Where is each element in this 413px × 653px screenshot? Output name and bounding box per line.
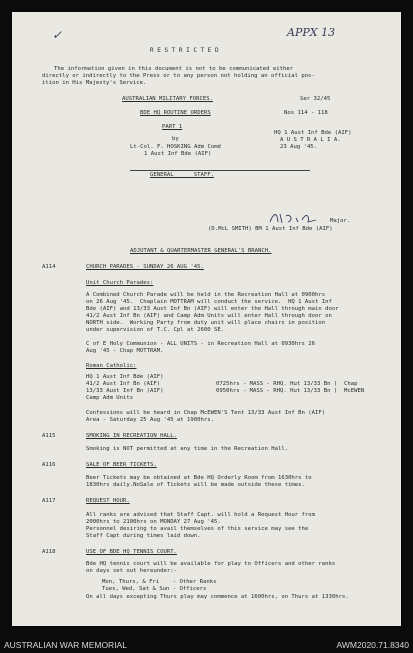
rc-time: 0950hrs - MASS - RHQ. Hut 13/33 Bn ) McEWEN (216, 388, 365, 394)
handwritten-tick: ✓ (52, 28, 63, 42)
serial-number: Ser 32/45 (300, 96, 331, 102)
tennis-court-title: USE OF BDE HQ TENNIS COURT. (86, 549, 177, 555)
country-line: A U S T R A L I A. (280, 137, 341, 143)
footer-institution: AUSTRALIAN WAR MEMORIAL (4, 640, 127, 650)
signature-image (268, 210, 328, 226)
notice-line-3: ition in His Majesty's Service. (42, 80, 147, 86)
a114-line: NORTH side. Working Party from duty unit will place chairs in position (86, 320, 326, 326)
restricted-heading: R E S T R I C T E D (150, 47, 219, 54)
bde-line: 1 Aust Inf Bde (AIF) (144, 151, 212, 157)
a114-line: under supervision of T.C. Cpl at 2600 SE. (86, 327, 225, 333)
handwritten-appx: APPX 13 (287, 26, 336, 39)
c-of-e-line: Aug '45 - Chap MOTTRAM. (86, 348, 164, 354)
beer-tickets-title: SALE OF BEER TICKETS. (86, 462, 157, 468)
request-line: All ranks are advised that Staff Capt. will hold a Request Hour from (86, 512, 316, 518)
forces-heading: AUSTRALIAN MILITARY FORCES. (122, 96, 213, 102)
rc-unit: 41/2 Aust Inf Bn (AIF) (86, 381, 161, 387)
tennis-line: Bde HQ tennis court will be available for play to Officers and other ranks (86, 561, 336, 567)
c-of-e-line: C of E Holy Communion - ALL UNITS - in Recreation Hall at 0930hrs 26 (86, 341, 316, 347)
order-numbers: Nos 114 - 118 (284, 110, 328, 116)
a114-line: on 26 Aug '45. Chaplain MOTTRAM will conduct the service. HQ 1 Aust Inf (86, 299, 332, 305)
a114-line: 41/2 Aust Inf Bn (AIF) and Camp Adm Units will enter Hall through door on (86, 313, 332, 319)
footer-accession-id: AWM2020.71.8340 (336, 640, 409, 650)
unit-church-title: Unit Church Parades: (86, 280, 154, 286)
order-number-a116: A116 (42, 462, 56, 468)
divider-rule (130, 170, 310, 171)
signatory-name: (D.McL SMITH) BM 1 Aust Inf Bde (AIF) (208, 226, 333, 232)
order-number-a118: A118 (42, 549, 56, 555)
a114-line: A Combined Church Parade will be held in the Recreation Hall at 0900hrs (86, 292, 326, 298)
church-parades-title: CHURCH PARADES - SUNDAY 26 AUG '45. (86, 264, 204, 270)
major-title: Major. (330, 218, 351, 224)
request-line: Personnel desiring to avail themselves of this service may see the (86, 526, 309, 532)
beer-line: 1830hrs daily.NoSale of Tickets will be made outside these times. (86, 482, 305, 488)
orders-heading: BDE HQ ROUTINE ORDERS (140, 110, 211, 116)
rc-unit: 13/33 Aust Inf Bn (AIF) (86, 388, 164, 394)
order-number-a117: A117 (42, 498, 56, 504)
document-page (12, 12, 401, 626)
a114-line: Bde (AIF) and 13/33 Aust Inf Bn (AIF) will enter the Hall through main door (86, 306, 339, 312)
order-number-a114: A114 (42, 264, 56, 270)
notice-line-2: directly or indirectly to the Press or to any person not holding an official pos- (42, 73, 315, 79)
beer-line: Beer Tickets may be obtained at Bde HQ Orderly Room from 1630hrs to (86, 475, 312, 481)
footer-bar (0, 638, 413, 653)
by-text: by (172, 136, 179, 142)
request-line: Staff Capt during times laid down. (86, 533, 201, 539)
general-staff-heading: GENERAL STAFF. (150, 172, 214, 178)
request-hour-title: REQUEST HOUR. (86, 498, 130, 504)
adjutant-heading: ADJUTANT & QUARTERMASTER GENERAL'S BRANCH. (130, 248, 272, 254)
date-line: 23 Aug '45. (280, 144, 318, 150)
rc-unit: HQ 1 Aust Inf Bde (AIF) (86, 374, 164, 380)
part-heading: PART 1 (162, 124, 183, 130)
confessions-line: Confessions will be heard in Chap McEWEN'S Tent 13/33 Aust Inf Bn (AIF) (86, 410, 326, 416)
tennis-line: on days set out hereunder:- (86, 568, 177, 574)
rc-unit: Camp Adm Units (86, 395, 134, 401)
hq-line: HQ 1 Aust Inf Bde (AIF) (274, 130, 352, 136)
tennis-schedule: Tues, Wed, Sat & Sun - Officers (102, 586, 207, 592)
smoking-text: Smoking is NOT permitted at any time in the Recreation Hall. (86, 446, 289, 452)
officer-line: Lt-Col. F. HOSKING Adm Comd (130, 144, 221, 150)
tennis-last-line: On all days excepting Thurs play may commence at 1600hrs, on Thurs at 1330hrs. (86, 594, 349, 600)
rc-time: 0725hrs - MASS - RHQ. Hut 13/33 Bn ) Chap (216, 381, 358, 387)
request-line: 2000hrs to 2100hrs on MONDAY 27 Aug '45. (86, 519, 221, 525)
tennis-schedule: Mon, Thurs, & Fri - Other Ranks (102, 579, 217, 585)
roman-catholic-title: Roman Catholic: (86, 363, 137, 369)
order-number-a115: A115 (42, 433, 56, 439)
notice-line-1: The information given in this document is not to be communicated either (54, 66, 294, 72)
confessions-line: Area - Saturday 25 Aug '45 at 1900hrs. (86, 417, 214, 423)
smoking-title: SMOKING IN RECREATION HALL. (86, 433, 177, 439)
